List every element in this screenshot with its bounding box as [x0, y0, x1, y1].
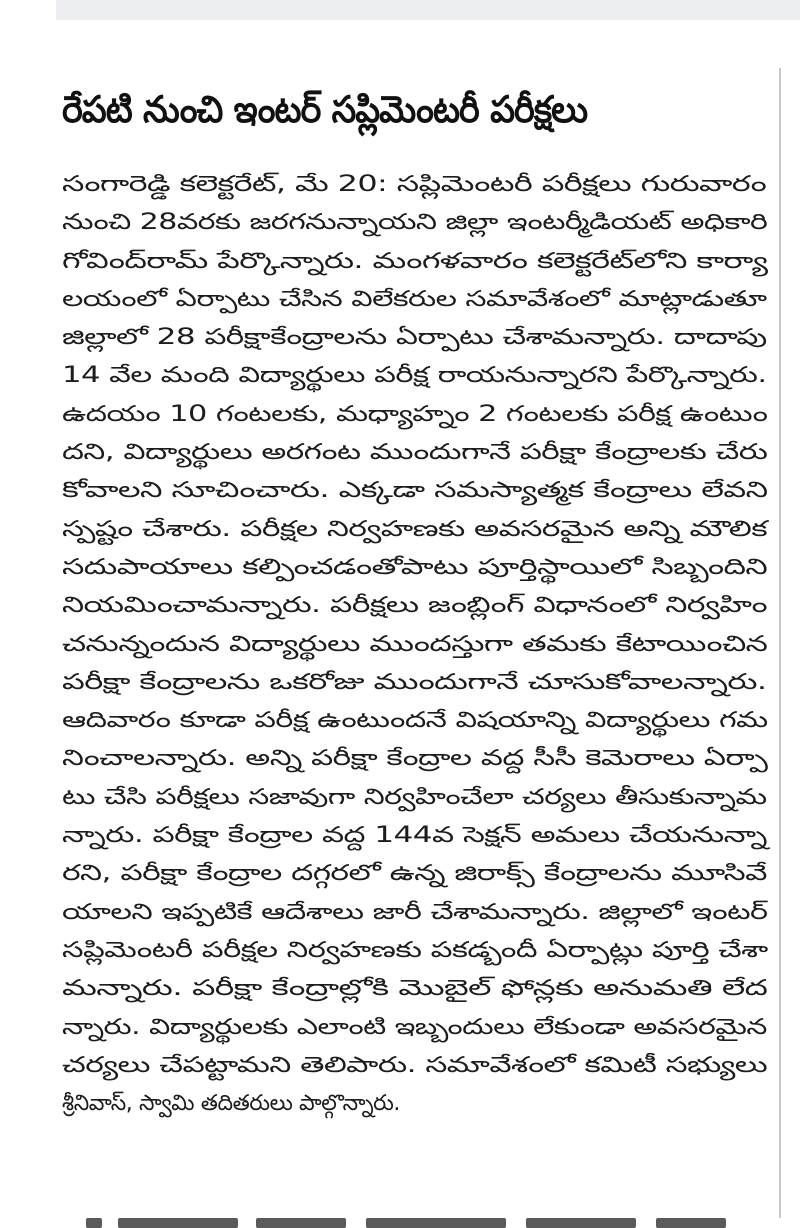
- article-line: పరీక్షా కేంద్రాలను ఒకరోజు ముందుగానే చూసుకోవాలన్నారు.: [62, 669, 767, 695]
- article-line: గోవింద్‌రామ్ పేర్కొన్నారు. మంగళవారం కలెక్టరేట్‌లోని కార్యా: [62, 248, 768, 274]
- article-headline: రేపటి నుంచి ఇంటర్ సప్లిమెంటరీ పరీక్షలు: [62, 88, 588, 131]
- article-line: సదుపాయాలు కల్పించడంతోపాటు పూర్తిస్థాయిలో సిబ్బందిని: [62, 554, 768, 580]
- article-line: న్నారు. పరీక్షా కేంద్రాల వద్ద 144వ సెక్షన్ అమలు చేయనున్నా: [62, 823, 767, 849]
- article-line: దని, విద్యార్థులు అరగంట ముందుగానే పరీక్షా కేంద్రాలకు చేరు: [62, 440, 768, 466]
- article-line: ఆదివారం కూడా పరీక్ష ఉంటుందనే విషయాన్ని విద్యార్థులు గమ: [62, 708, 768, 734]
- article-line: శ్రీనివాస్, స్వామి తదితరులు పాల్గొన్నారు.: [62, 1091, 401, 1117]
- article-line: లయంలో ఏర్పాటు చేసిన విలేకరుల సమావేశంలో మాట్లాడుతూ: [62, 286, 767, 312]
- article-line: నుంచి 28వరకు జరగనున్నాయని జిల్లా ఇంటర్మీడియట్ అధికారి: [62, 210, 768, 236]
- top-page-band: [56, 0, 800, 20]
- next-article-cutoff: [56, 1208, 776, 1228]
- article-line: రని, పరీక్షా కేంద్రాల దగ్గరలో ఉన్న జిరాక్స్ కేంద్రాలను మూసివే: [62, 861, 767, 887]
- article-line: సప్లిమెంటరీ పరీక్షల నిర్వహణకు పకడ్బందీ ఏర్పాట్లు పూర్తి చేశా: [62, 937, 768, 963]
- article-body: [62, 166, 767, 1123]
- article-line: టు చేసి పరీక్షలు సజావుగా నిర్వహించేలా చర్యలు తీసుకున్నామ: [62, 784, 767, 810]
- article-line: స్పష్టం చేశారు. పరీక్షల నిర్వహణకు అవసరమైన అన్ని మౌలిక: [62, 516, 768, 542]
- article-line: న్నారు. విద్యార్థులకు ఎలాంటి ఇబ్బందులు లేకుండా అవసరమైన: [62, 1014, 767, 1040]
- article-line: నించాలన్నారు. అన్ని పరీక్షా కేంద్రాల వద్ద సీసీ కెమెరాలు ఏర్పా: [62, 746, 768, 772]
- article-line: కోవాలని సూచించారు. ఎక్కడా సమస్యాత్మక కేంద్రాలు లేవని: [62, 478, 768, 504]
- article-line: యాలని ఇప్పటికే ఆదేశాలు జారీ చేశామన్నారు. జిల్లాలో ఇంటర్: [62, 899, 768, 925]
- article-line: 14 వేల మంది విద్యార్థులు పరీక్ష రాయనున్నారని పేర్కొన్నారు.: [62, 363, 767, 389]
- article-line: నియమించామన్నారు. పరీక్షలు జంబ్లింగ్ విధానంలో నిర్వహిం: [62, 593, 768, 619]
- article-line: మన్నారు. పరీక్షా కేంద్రాల్లోకి మొబైల్ ఫోన్లకు అనుమతి లేద: [62, 976, 768, 1002]
- article-line: సంగారెడ్డి కలెక్టరేట్, మే 20: సప్లిమెంటరీ పరీక్షలు గురువారం: [62, 172, 767, 197]
- article-line: చనున్నందున విద్యార్థులు ముందస్తుగా తమకు కేటాయించిన: [62, 631, 768, 657]
- article-line: జిల్లాలో 28 పరీక్షాకేంద్రాలను ఏర్పాటు చేశామన్నారు. దాదాపు: [62, 325, 767, 351]
- article-line: ఉదయం 10 గంటలకు, మధ్యాహ్నం 2 గంటలకు పరీక్ష ఉంటుం: [62, 401, 768, 427]
- article-line: చర్యలు చేపట్టామని తెలిపారు. సమావేశంలో కమిటీ సభ్యులు: [62, 1052, 768, 1078]
